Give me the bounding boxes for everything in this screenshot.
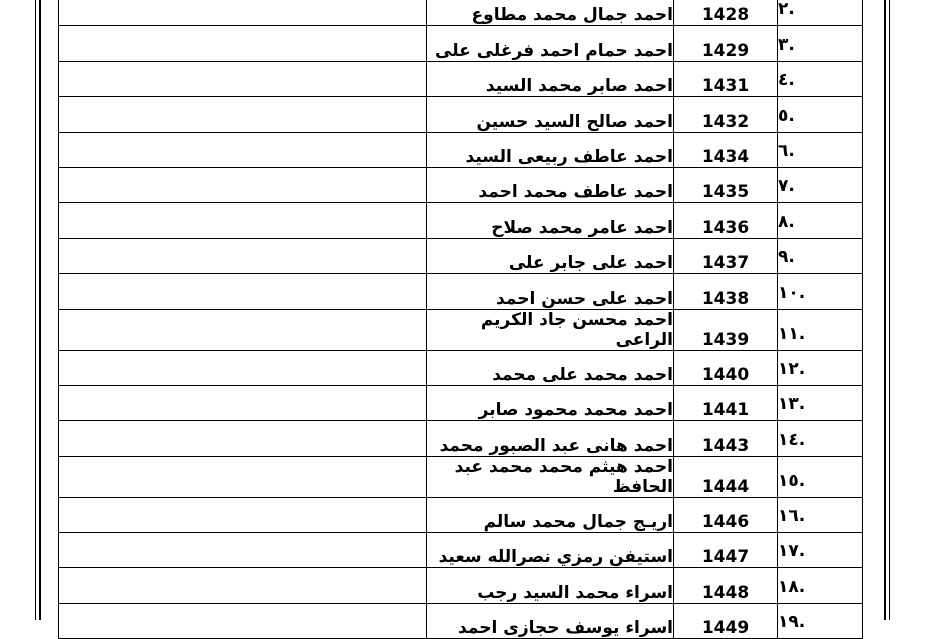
table-row bbox=[59, 497, 863, 532]
seat-number-cell: 1449 bbox=[674, 603, 778, 638]
row-number: .١٧ bbox=[778, 541, 806, 562]
seat-number-cell: 1431 bbox=[674, 61, 778, 96]
table-row bbox=[59, 568, 863, 603]
student-name-cell: احمد على جابر على bbox=[427, 238, 674, 273]
empty-cell bbox=[59, 603, 427, 638]
row-number: .٤ bbox=[778, 70, 795, 91]
row-number-cell bbox=[778, 238, 863, 273]
row-number-cell bbox=[778, 274, 863, 309]
empty-cell bbox=[59, 421, 427, 456]
row-number: .٨ bbox=[778, 211, 795, 232]
seat-number-cell: 1429 bbox=[674, 26, 778, 61]
student-name-cell: احمد حمام احمد فرغلى على bbox=[427, 26, 674, 61]
table-row bbox=[59, 97, 863, 132]
table-row bbox=[59, 421, 863, 456]
table-row bbox=[59, 132, 863, 167]
table-row bbox=[59, 309, 863, 350]
row-number-cell bbox=[778, 132, 863, 167]
table-row bbox=[59, 238, 863, 273]
row-number-cell bbox=[778, 61, 863, 96]
seat-number-cell: 1443 bbox=[674, 421, 778, 456]
row-number: .٧ bbox=[778, 176, 795, 197]
seat-number-cell: 1447 bbox=[674, 533, 778, 568]
outer-border-left-outer bbox=[39, 0, 41, 620]
row-number-cell bbox=[778, 26, 863, 61]
empty-cell bbox=[59, 132, 427, 167]
student-name-cell: احمد محمد محمود صابر bbox=[427, 385, 674, 420]
empty-cell bbox=[59, 568, 427, 603]
student-name-cell: اريـج جمال محمد سالم bbox=[427, 497, 674, 532]
row-number: .٩ bbox=[778, 247, 795, 268]
student-name-cell: اسراء يوسف حجازى احمد bbox=[427, 603, 674, 638]
empty-cell bbox=[59, 167, 427, 202]
row-number: .١٨ bbox=[778, 576, 806, 597]
row-number: .١٣ bbox=[778, 394, 806, 415]
student-name-cell: احمد عامر محمد صلاح bbox=[427, 203, 674, 238]
table-row bbox=[59, 26, 863, 61]
student-name-cell: احمد عاطف محمد احمد bbox=[427, 167, 674, 202]
empty-cell bbox=[59, 203, 427, 238]
row-number-cell bbox=[778, 456, 863, 497]
seat-number-cell: 1435 bbox=[674, 167, 778, 202]
student-roster-table bbox=[58, 0, 863, 639]
empty-cell bbox=[59, 274, 427, 309]
empty-cell bbox=[59, 456, 427, 497]
roster-body bbox=[59, 0, 863, 639]
empty-cell bbox=[59, 309, 427, 350]
row-number-cell bbox=[778, 533, 863, 568]
row-number-cell bbox=[778, 167, 863, 202]
empty-cell bbox=[59, 0, 427, 26]
table-row bbox=[59, 167, 863, 202]
table-row bbox=[59, 456, 863, 497]
empty-cell bbox=[59, 61, 427, 96]
outer-border-right-outer bbox=[889, 0, 890, 620]
table-row bbox=[59, 203, 863, 238]
student-name-cell: احمد هيثم محمد محمد عبد الحافظ bbox=[427, 456, 674, 497]
table-row bbox=[59, 350, 863, 385]
seat-number-cell: 1436 bbox=[674, 203, 778, 238]
seat-number-cell: 1437 bbox=[674, 238, 778, 273]
row-number-cell bbox=[778, 603, 863, 638]
student-name-cell: احمد محسن جاد الكريم الراعى bbox=[427, 309, 674, 350]
row-number-cell bbox=[778, 421, 863, 456]
row-number: .١٦ bbox=[778, 506, 806, 527]
seat-number-cell: 1432 bbox=[674, 97, 778, 132]
empty-cell bbox=[59, 385, 427, 420]
row-number-cell bbox=[778, 350, 863, 385]
table-row bbox=[59, 61, 863, 96]
row-number-cell bbox=[778, 203, 863, 238]
row-number: .١٩ bbox=[778, 612, 806, 633]
empty-cell bbox=[59, 497, 427, 532]
student-name-cell: احمد عاطف ربيعى السيد bbox=[427, 132, 674, 167]
table-row bbox=[59, 385, 863, 420]
row-number-cell bbox=[778, 97, 863, 132]
row-number: .٣ bbox=[778, 34, 795, 55]
row-number: .١١ bbox=[778, 323, 806, 344]
seat-number-cell: 1446 bbox=[674, 497, 778, 532]
student-name-cell: احمد على حسن احمد bbox=[427, 274, 674, 309]
empty-cell bbox=[59, 238, 427, 273]
student-name-cell: احمد صابر محمد السيد bbox=[427, 61, 674, 96]
student-name-cell: احمد جمال محمد مطاوع bbox=[427, 0, 674, 26]
student-name-cell: اسراء محمد السيد رجب bbox=[427, 568, 674, 603]
row-number: .١٤ bbox=[778, 429, 806, 450]
row-number: .٢ bbox=[778, 0, 795, 20]
row-number: .٥ bbox=[778, 105, 795, 126]
table-row bbox=[59, 0, 863, 26]
empty-cell bbox=[59, 26, 427, 61]
row-number-cell bbox=[778, 568, 863, 603]
table-row bbox=[59, 533, 863, 568]
student-name-cell: احمد هانى عبد الصبور محمد bbox=[427, 421, 674, 456]
table-row bbox=[59, 274, 863, 309]
row-number: .٦ bbox=[778, 140, 795, 161]
seat-number-cell: 1439 bbox=[674, 309, 778, 350]
seat-number-cell: 1448 bbox=[674, 568, 778, 603]
outer-border-right-inner bbox=[884, 0, 886, 620]
empty-cell bbox=[59, 97, 427, 132]
seat-number-cell: 1441 bbox=[674, 385, 778, 420]
student-name-cell: احمد صالح السيد حسين bbox=[427, 97, 674, 132]
seat-number-cell: 1438 bbox=[674, 274, 778, 309]
empty-cell bbox=[59, 350, 427, 385]
row-number: .١٠ bbox=[778, 282, 806, 303]
seat-number-cell: 1444 bbox=[674, 456, 778, 497]
row-number-cell bbox=[778, 0, 863, 26]
row-number-cell bbox=[778, 385, 863, 420]
student-name-cell: استيفن رمزي نصرالله سعيد bbox=[427, 533, 674, 568]
table-row bbox=[59, 603, 863, 638]
seat-number-cell: 1434 bbox=[674, 132, 778, 167]
seat-number-cell: 1440 bbox=[674, 350, 778, 385]
row-number: .١٢ bbox=[778, 358, 806, 379]
row-number-cell bbox=[778, 497, 863, 532]
row-number: .١٥ bbox=[778, 470, 806, 491]
outer-border-left-inner bbox=[35, 0, 36, 620]
empty-cell bbox=[59, 533, 427, 568]
student-name-cell: احمد محمد على محمد bbox=[427, 350, 674, 385]
row-number-cell bbox=[778, 309, 863, 350]
seat-number-cell: 1428 bbox=[674, 0, 778, 26]
